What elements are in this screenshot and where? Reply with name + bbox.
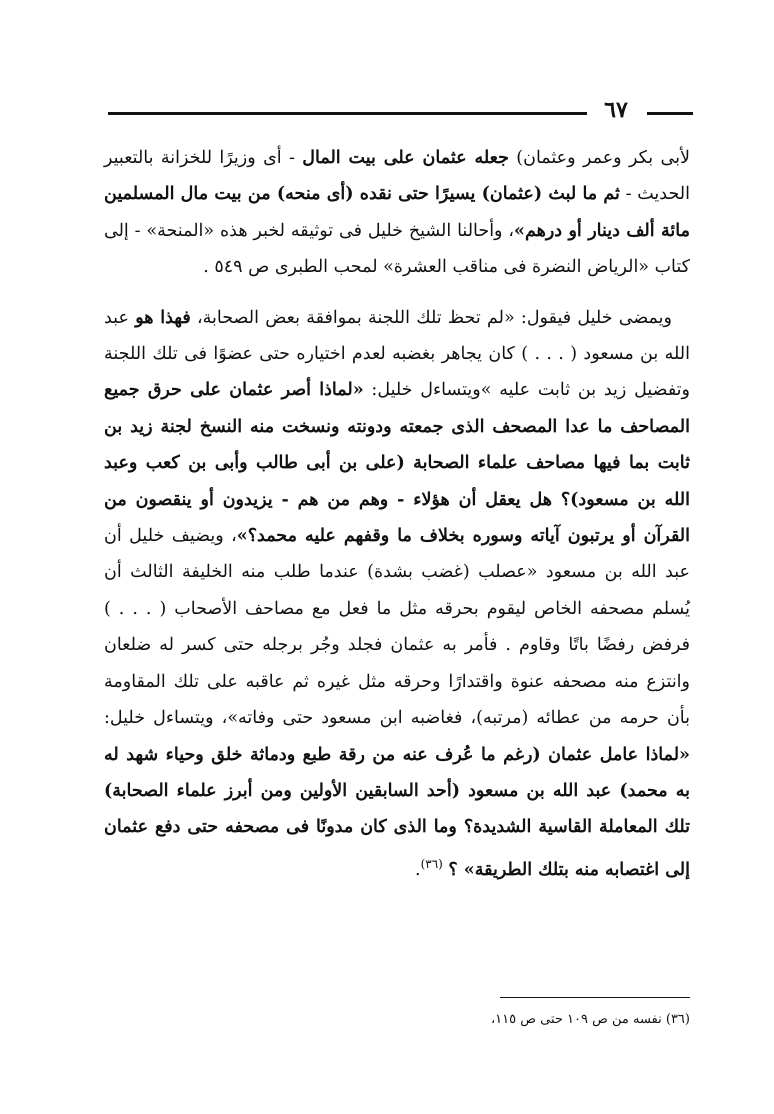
header-rule-short [647, 112, 693, 115]
bold-segment: «لماذا عامل عثمان (رغم ما عُرف عنه من رقة طبع ودماثة خلق وحياء شهد له به محمد) عبد الله بن مسعود (أحد السابقين الأولين ومن أبرز علماء الصحابة) تلك المعاملة القاسية الشديدة؟ وما الذى كان مدونًا فى مصحفه حتى دفع عثمان إلى اغتصابه منه بتلك الطريقة» ؟ [104, 744, 690, 880]
text-segment: ، ويضيف خليل أن عبد الله بن مسعود «عصلب (غضب بشدة) عندما طلب منه الخليفة الثالث أن يُسلم مصحفه الخاص ليقوم بحرقه مثل ما فعل مع مصاحف الأصحاب ( . . . ) فرفض رفضًا باتًا وقاوم . فأمر به عثمان فجلد وجُر برجله حتى كسر له ضلعان وانتزع منه مصحفه عنوة واقتدارًا وحرقه مثل غيره ثم عاقبه على تلك المقاومة بأن حرمه من عطائه (مرتبه)، فغاضبه ابن مسعود حتى وفاته»، ويتساءل خليل: [104, 526, 690, 729]
footnote: (٣٦) نفسه من ص ١٠٩ حتى ص ١١٥، [490, 1012, 690, 1027]
footnote-reference[interactable]: (٣٦) [420, 856, 443, 871]
text-segment: عبد الله بن مسعود ( . . . ) كان يجاهر بغضبه لعدم اختياره حتى عضوًا فى تلك اللجنة وتفضيل زيد بن ثابت عليه »ويتساءل خليل: [104, 307, 690, 401]
bold-segment: جعله عثمان على بيت المال [302, 148, 509, 168]
text-segment: . [415, 859, 421, 880]
header-rule-long [108, 112, 587, 115]
bold-segment: فهذا هو [135, 307, 191, 328]
page-number: ٦٧ [604, 97, 628, 123]
text-segment: - أى وزيرًا للخزانة بالتعبير الحديث - [104, 148, 690, 205]
footnote-divider [500, 997, 690, 998]
bold-segment: ثم ما لبث (عثمان) يسيرًا حتى نقده (أى منحه) من بيت مال المسلمين مائة ألف دينار أو درهم» [104, 184, 690, 241]
bold-segment: «لماذا أصر عثمان على حرق جميع المصاحف ما عدا المصحف الذى جمعته ودونته ونسخت منه النسخ لجنة زيد بن ثابت بما فيها مصاحف علماء الصحابة (على بن أبى طالب وأبى بن كعب وعبد الله بن مسعود)؟ هل يعقل أن هؤلاء - وهم من هم - يزيدون أو ينقصون من القرآن أو يرتبون آياته وسوره بخلاف ما وقفهم عليه محمد؟» [104, 380, 690, 547]
text-segment: لأبى بكر وعمر وعثمان) [508, 148, 690, 168]
paragraph-2 [104, 300, 690, 888]
body-text [104, 140, 690, 888]
text-segment: ويمضى خليل فيقول: «لم تحظ تلك اللجنة بموافقة بعض الصحابة، [190, 307, 672, 328]
text-segment: ، وأحالنا الشيخ خليل فى توثيقه لخبر هذه «المنحة» - إلى كتاب «الرياض النضرة فى مناقب العشرة» لمحب الطبرى ص ٥٤٩ . [104, 220, 690, 278]
page-header [108, 96, 693, 126]
paragraph-1 [104, 140, 690, 286]
